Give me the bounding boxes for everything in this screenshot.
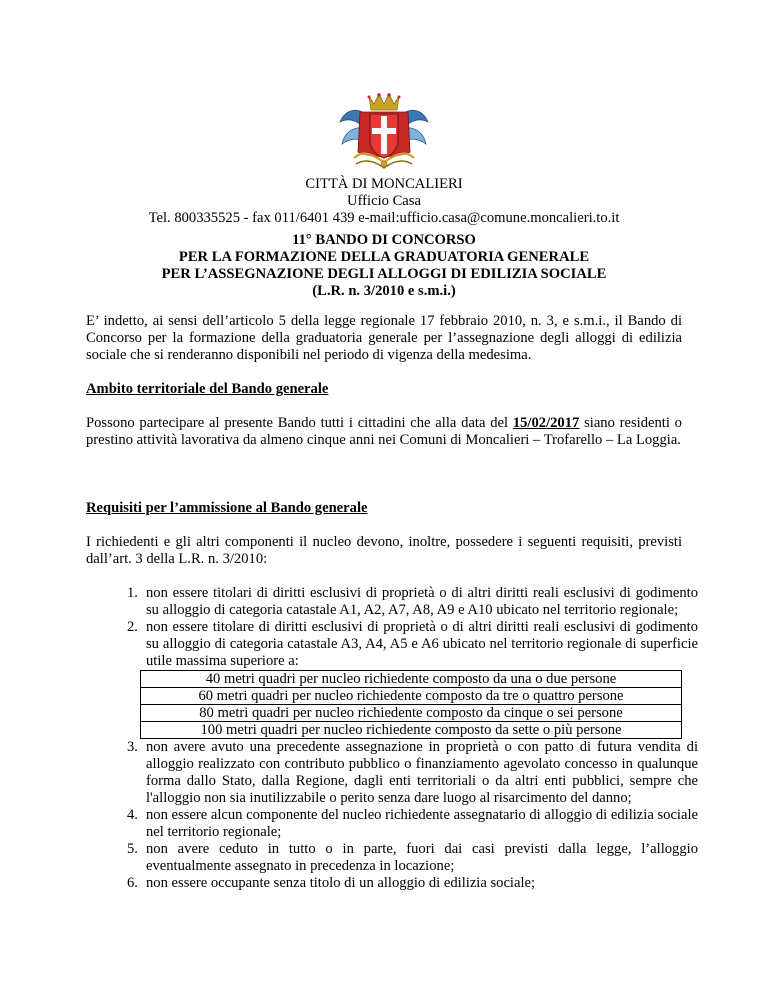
- ambito-text-before: Possono partecipare al presente Bando tutti i cittadini che alla data del: [86, 415, 513, 431]
- table-cell: 40 metri quadri per nucleo richiedente composto da una o due persone: [141, 671, 682, 688]
- table-cell: 100 metri quadri per nucleo richiedente composto da sette o più persone: [141, 722, 682, 739]
- list-item-text: non essere titolari di diritti esclusivi di proprietà o di altri diritti reali esclusivi di godimento su alloggio di categoria catastale A1, A2, A7, A8, A9 e A10 ubicato nel territorio regionale;: [146, 585, 698, 618]
- office-name: Ufficio Casa: [347, 193, 421, 209]
- city-coat-of-arms-logo: [336, 92, 432, 172]
- list-item: [127, 585, 698, 619]
- document-title: [60, 232, 708, 300]
- requirements-list: [86, 585, 698, 892]
- title-line-1: 11° BANDO DI CONCORSO: [292, 232, 476, 248]
- table-row: [141, 688, 682, 705]
- list-item-number: 4.: [127, 807, 138, 823]
- list-item: [127, 739, 698, 807]
- city-name: CITTÀ DI MONCALIERI: [305, 176, 463, 192]
- section-heading-ambito: Ambito territoriale del Bando generale: [86, 381, 329, 397]
- intro-paragraph: E’ indetto, ai sensi dell’articolo 5 della legge regionale 17 febbraio 2010, n. 3, e s.m.i., il Bando di Concorso per la formazione della graduatoria generale per l’assegnazione degli alloggi di edilizia sociale che si renderanno disponibili nel periodo di vigenza della medesima.: [86, 313, 682, 363]
- table-row: [141, 705, 682, 722]
- ambito-text-after: siano residenti o prestino attività lavorativa da almeno cinque anni nei Comuni di Moncalieri – Trofarello – La Loggia.: [86, 415, 682, 448]
- list-item: [127, 807, 698, 841]
- list-item-text: non essere occupante senza titolo di un alloggio di edilizia sociale;: [146, 875, 536, 891]
- area-limits-table: [140, 670, 682, 739]
- deadline-date: 15/02/2017: [512, 415, 580, 431]
- table-cell: 60 metri quadri per nucleo richiedente composto da tre o quattro persone: [141, 688, 682, 705]
- title-line-3: PER L’ASSEGNAZIONE DEGLI ALLOGGI DI EDILIZIA SOCIALE: [161, 266, 607, 282]
- list-item-number: 5.: [127, 841, 138, 857]
- table-row: [141, 722, 682, 739]
- table-row: [141, 671, 682, 688]
- table-cell: 80 metri quadri per nucleo richiedente composto da cinque o sei persone: [141, 705, 682, 722]
- list-item-text: non avere ceduto in tutto o in parte, fuori dai casi previsti dalla legge, l’alloggio eventualmente assegnato in precedenza in locazione;: [146, 841, 698, 874]
- requisiti-paragraph: I richiedenti e gli altri componenti il nucleo devono, inoltre, possedere i seguenti requisiti, previsti dall’art. 3 della L.R. n. 3/2010:: [86, 534, 682, 567]
- list-item-text: non essere titolare di diritti esclusivi di proprietà o di altri diritti reali esclusivi di godimento su alloggio di categoria catastale A3, A4, A5 e A6 ubicato nel territorio regionale di superficie utile massima superiore a:: [146, 619, 698, 669]
- list-item-number: 3.: [127, 739, 138, 755]
- list-item-number: 6.: [127, 875, 138, 891]
- title-line-2: PER LA FORMAZIONE DELLA GRADUATORIA GENERALE: [178, 249, 590, 265]
- ambito-paragraph: [86, 415, 682, 449]
- list-item-text: non avere avuto una precedente assegnazione in proprietà o con patto di futura vendita di alloggio realizzato con contributo pubblico o finanziamento agevolato concesso in qualunque forma dallo Stato, dalla Regione, dagli enti territoriali o da altri enti pubblici, sempre che l'alloggio non sia inutilizzabile o perito senza dare luogo al risarcimento del danno;: [146, 739, 698, 806]
- section-heading-requisiti: Requisiti per l’ammissione al Bando generale: [86, 500, 368, 516]
- list-item: [127, 619, 698, 739]
- list-item-number: 1.: [127, 585, 138, 601]
- list-item-text: non essere alcun componente del nucleo richiedente assegnatario di alloggio di edilizia sociale nel territorio regionale;: [146, 807, 698, 840]
- contact-info: Tel. 800335525 - fax 011/6401 439 e-mail:ufficio.casa@comune.moncalieri.to.it: [148, 210, 620, 226]
- list-item-number: 2.: [127, 619, 138, 635]
- title-line-4: (L.R. n. 3/2010 e s.m.i.): [312, 283, 456, 299]
- list-item: [127, 875, 698, 892]
- office-header: [60, 176, 708, 227]
- list-item: [127, 841, 698, 875]
